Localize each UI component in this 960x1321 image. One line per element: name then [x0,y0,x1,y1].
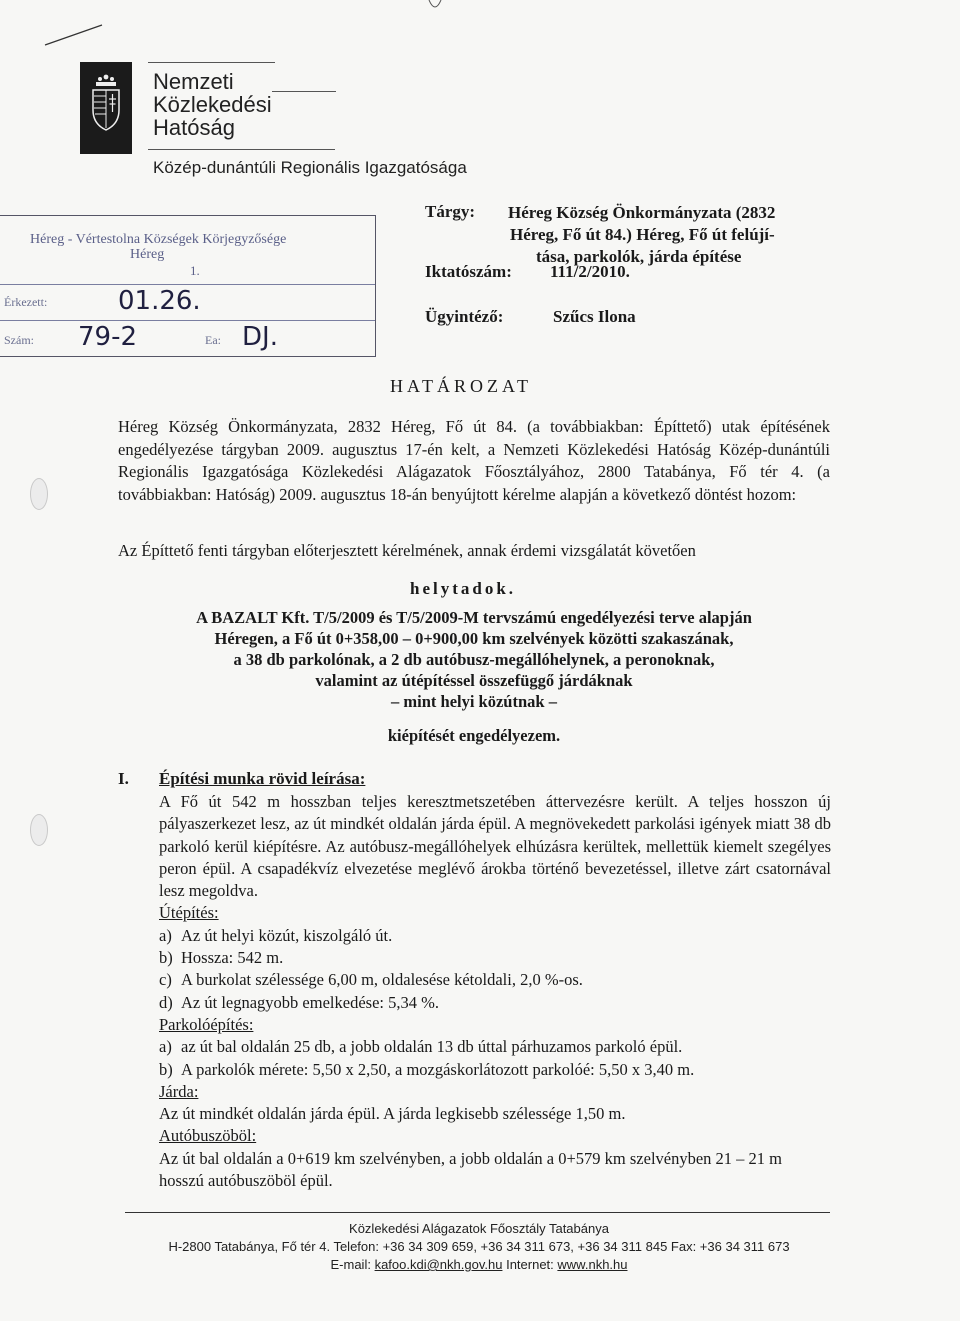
email-link[interactable]: kafoo.kdi@nkh.gov.hu [374,1257,503,1272]
list-text: Az út helyi közút, kiszolgáló út. [181,925,393,945]
subject-line-2: Héreg, Fő út 84.) Héreg, Fő út felújí- [510,225,775,244]
list-marker: b) [159,948,173,968]
decision-line-2: Héregen, a Fő út 0+358,00 – 0+900,00 km szelvények közötti szakaszának, [214,629,734,648]
directorate-name: Közép-dunántúli Regionális Igazgatósága [153,158,467,177]
decision-line-5: – mint helyi közútnak – [391,692,557,711]
corner-mark [425,0,445,14]
jarda-heading: Járda: [159,1081,199,1101]
org-line-3: Hatóság [153,115,235,140]
stamp-erkezett-value: 01.26. [118,286,201,316]
decision-line-1: A BAZALT Kft. T/5/2009 és T/5/2009-M tervszámú engedélyezési terve alapján [196,608,752,627]
list-item [159,947,831,969]
footer-rule [125,1212,830,1213]
utepites-heading: Útépítés: [159,903,219,923]
header-rule-bottom [148,149,335,150]
request-paragraph: Az Építtető fenti tárgyban előterjesztett kérelmének, annak érdemi vizsgálatát követően [118,541,696,560]
stamp-szam-value: 79-2 [78,322,138,352]
decision-line-6: kiépítését engedélyezem. [387,726,561,745]
subject-label: Tárgy: [425,202,476,221]
list-item [159,925,831,947]
list-text: Hossza: 542 m. [181,948,284,968]
list-marker: a) [159,1037,172,1057]
list-marker: d) [159,992,173,1012]
footer-line-3 [118,1256,840,1274]
list-text: az út bal oldalán 25 db, a jobb oldalán 13 db úttal párhuzamos parkoló épül. [181,1037,683,1057]
header-rule-mid [272,91,336,92]
section-description: A Fő út 542 m hosszban teljes keresztmetszetében áttervezésre került. A teljes hosszon új pályaszerkezet lesz, az út mindkét oldalán járda épül. A megnövekedett parkolási igények miatt 38 db parkoló kerül kiépítésre. Az autóbusz-megállóhelyek elhúzásra kerültek, mellettük kiemelt szegélyes peron épül. A csapadékvíz elvezetése meglévő árokba történő bevezetéssel, illetve zárt csatornával lesz megoldva. [159,792,831,901]
parkolo-heading: Parkolóépítés: [159,1014,254,1034]
stamp-ea-value: DJ. [242,322,278,352]
org-line-2: Közlekedési [153,92,272,117]
section-heading: Építési munka rövid leírása: [159,769,366,788]
decision-line-4: valamint az útépítéssel összefüggő járdáknak [315,671,633,690]
busz-text: Az út bal oldalán a 0+619 km szelvényben, a jobb oldalán a 0+579 km szelvényben 21 – 21 m hosszú autóbuszöböl épül. [159,1148,783,1191]
list-marker: a) [159,925,172,945]
subject-line-1: Héreg Község Önkormányzata (2832 [508,203,776,222]
document-title: HATÁROZAT [390,376,532,396]
list-item [159,1059,831,1081]
footer [118,1220,840,1274]
stamp-divider-2 [0,320,375,321]
coat-of-arms-logo [80,62,132,154]
file-number-value: 111/2/2010. [550,262,630,281]
decision-line-3: a 38 db parkolónak, a 2 db autóbusz-megállóhelynek, a peronoknak, [233,650,715,669]
stamp-ea-label: Ea: [205,333,221,347]
stamp-title: Héreg - Vértestolna Községek Körjegyzősége [30,232,287,247]
pen-scribble [40,20,110,50]
internet-link[interactable]: www.nkh.hu [557,1257,628,1272]
stamp-number: 1. [190,263,200,278]
section-number: I. [118,769,129,788]
list-item [159,1036,831,1058]
stamp-erkezett-label: Érkezett: [4,295,48,309]
jarda-text: Az út mindkét oldalán járda épül. A járda legkisebb szélessége 1,50 m. [159,1104,626,1124]
file-number-label: Iktatószám: [425,262,512,281]
decision-block [118,607,830,712]
organization-name [153,70,272,139]
list-text: Az út legnagyobb emelkedése: 5,34 %. [181,992,439,1012]
org-line-1: Nemzeti [153,69,234,94]
intro-paragraph: Héreg Község Önkormányzata, 2832 Héreg, Fő út 84. (a továbbiakban: Építtető) utak építésének engedélyezése tárgyban 2009. augusztus 17-én kelt, a Nemzeti Közlekedési Hatóság Közép-dunántúli Regionális Igazgatósága Közlekedési Alágazatok Főosztályához, 2800 Tatabánya, Fő tér 4. (a továbbiakban: Hatóság) 2009. augusztus 18-án benyújtott kérelme alapján a következő döntést hozom: [118,417,830,504]
stamp-szam-label: Szám: [4,333,34,347]
busz-heading: Autóbuszöböl: [159,1126,257,1146]
list-marker: c) [159,970,172,990]
case-officer-value: Szűcs Ilona [553,307,636,326]
footer-line-1: Közlekedési Alágazatok Főosztály Tatabánya [349,1221,609,1236]
email-label: E-mail: [330,1257,371,1272]
subject-value [508,202,808,268]
decision-word: helytadok. [410,579,517,598]
list-text: A parkolók mérete: 5,50 x 2,50, a mozgáskorlátozott parkolóé: 5,50 x 3,40 m. [181,1059,695,1079]
stamp-divider-1 [0,284,375,285]
list-marker: b) [159,1059,173,1079]
list-item [159,969,831,991]
list-item [159,992,831,1014]
stamp-town: Héreg [130,247,165,262]
list-text: A burkolat szélessége 6,00 m, oldalesése kétoldali, 2,0 %-os. [181,970,583,990]
internet-label: Internet: [506,1257,554,1272]
punch-hole-top [30,478,48,510]
subject-line-3: tása, parkolók, járda építése [536,247,742,266]
section-body [159,791,831,1192]
header-rule-top [148,62,275,63]
punch-hole-bottom [30,814,48,846]
case-officer-label: Ügyintéző: [425,307,504,326]
footer-line-2: H-2800 Tatabánya, Fő tér 4. Telefon: +36 34 309 659, +36 34 311 673, +36 34 311 845 Fax: +36 34 311 673 [168,1239,790,1254]
